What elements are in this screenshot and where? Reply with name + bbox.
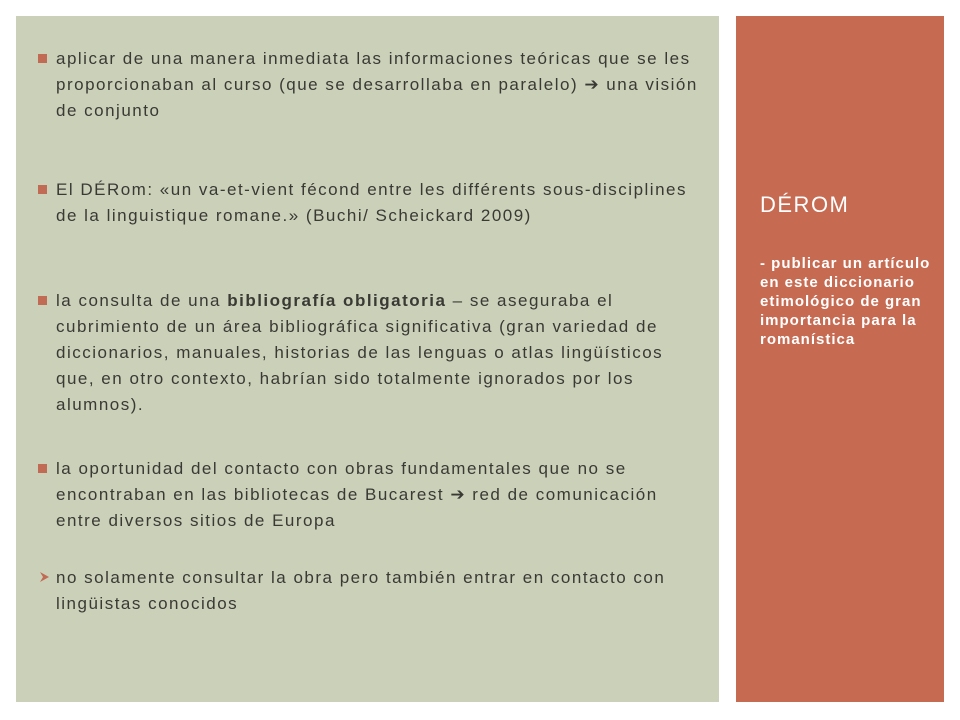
list-item xyxy=(38,456,708,534)
bullet-text: aplicar de una manera inmediata las informaciones teóricas que se les proporcionaban al curso (que se desarrollaba en paralelo) ➔ una visión de conjunto xyxy=(56,49,698,120)
square-bullet-icon xyxy=(38,464,47,473)
bullet-text-bold: bibliografía obligatoria xyxy=(227,291,447,310)
bullet-text: no solamente consultar la obra pero también entrar en contacto con lingüistas conocidos xyxy=(56,568,666,613)
side-title: DÉROM xyxy=(760,192,850,217)
square-bullet-icon xyxy=(38,185,47,194)
bullet-text xyxy=(56,288,708,418)
square-bullet-icon xyxy=(38,54,47,63)
square-bullet-icon xyxy=(38,296,47,305)
list-item xyxy=(38,288,708,418)
bullet-text: El DÉRom: «un va-et-vient fécond entre les différents sous-disciplines de la linguistique romane.» (Buchi/ Scheickard 2009) xyxy=(56,180,687,225)
bullet-text: la oportunidad del contacto con obras fundamentales que no se encontraban en las bibliotecas de Bucarest ➔ red de comunicación entre diversos sitios de Europa xyxy=(56,459,658,530)
bullet-text-pre: la consulta de una xyxy=(56,291,228,310)
arrow-bullet-icon xyxy=(38,570,52,584)
list-item xyxy=(38,46,708,124)
list-item xyxy=(38,565,708,617)
content-panel xyxy=(16,16,719,702)
list-item xyxy=(38,177,708,229)
side-panel xyxy=(736,16,944,702)
side-body: - publicar un artículo en este diccionario etimológico de gran importancia para la romanística xyxy=(760,255,931,348)
bullet-text-post: – se aseguraba el cubrimiento de un área bibliográfica significativa (gran variedad de diccionarios, manuales, historias de las lenguas o atlas lingüísticos que, en otro contexto, habrían sido totalmente ignorados por los alumnos). xyxy=(56,291,664,414)
